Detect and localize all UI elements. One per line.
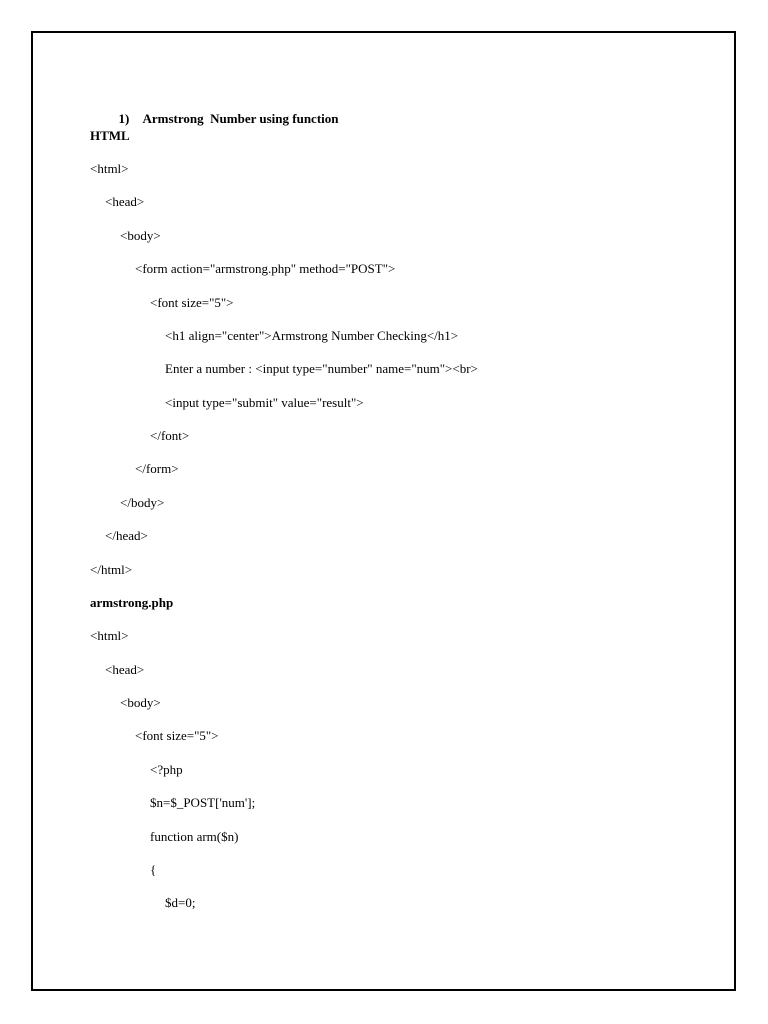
code-line: </font>	[150, 428, 190, 443]
code-line: </html>	[90, 562, 133, 577]
code-line: <head>	[105, 194, 145, 209]
code-line: <body>	[120, 695, 161, 710]
code-line: <h1 align="center">Armstrong Number Checking</h1>	[165, 328, 459, 343]
code-line: {	[150, 862, 157, 877]
code-line: $n=$_POST['num'];	[150, 795, 256, 810]
code-line: $d=0;	[165, 895, 196, 910]
code-line: </form>	[135, 461, 179, 476]
code-line: </head>	[105, 528, 148, 543]
code-line: <html>	[90, 161, 129, 176]
document-heading	[112, 95, 338, 127]
code-line: <body>	[120, 228, 161, 243]
code-line: <form action="armstrong.php" method="POST">	[135, 261, 396, 276]
section-label-html: HTML	[90, 128, 130, 143]
code-line: <font size="5">	[135, 728, 219, 743]
code-line: function arm($n)	[150, 829, 239, 844]
section-label-php: armstrong.php	[90, 595, 174, 610]
heading-title: Armstrong Number using function	[142, 111, 339, 126]
code-line: <font size="5">	[150, 295, 234, 310]
code-line: <html>	[90, 628, 129, 643]
code-line: <?php	[150, 762, 183, 777]
code-line: </body>	[120, 495, 165, 510]
heading-number: 1)	[118, 111, 130, 126]
code-line: <head>	[105, 662, 145, 677]
document-page	[31, 31, 736, 991]
code-line: Enter a number : <input type="number" name="num"><br>	[165, 361, 478, 376]
code-line: <input type="submit" value="result">	[165, 395, 364, 410]
